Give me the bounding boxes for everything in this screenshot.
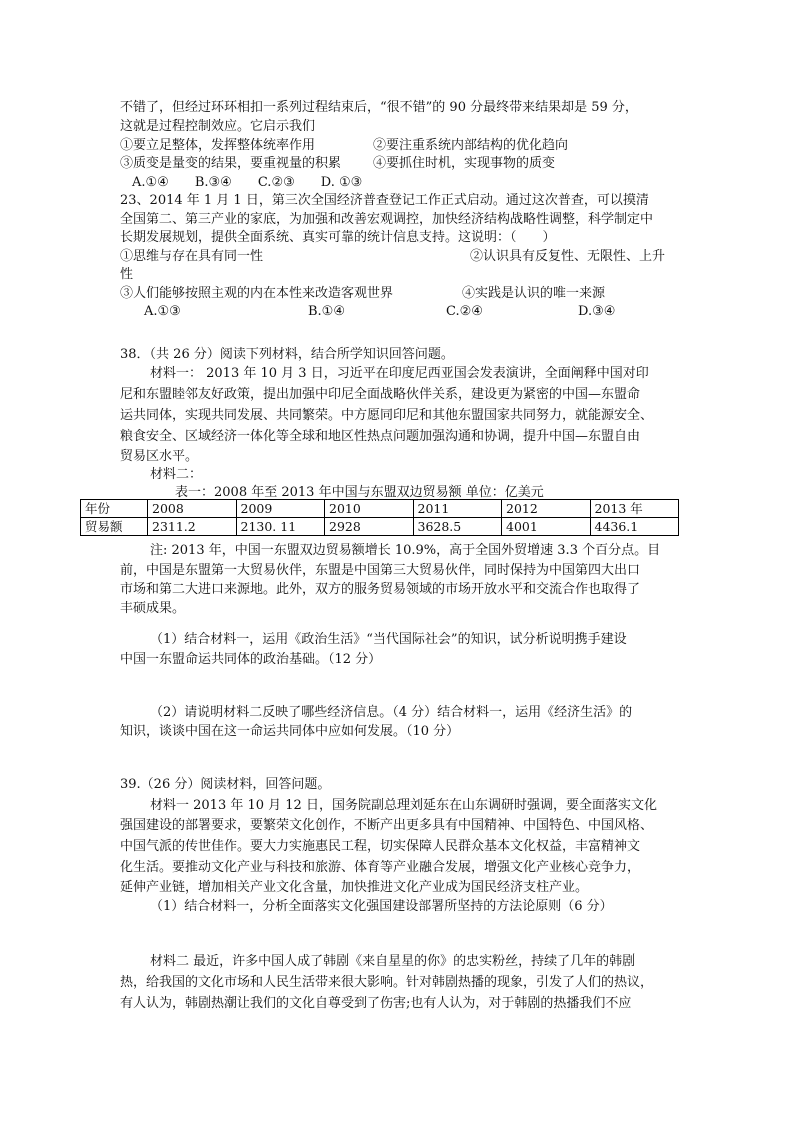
material-2-line: 有人认为，韩剧热潮让我们的文化自尊受到了伤害;也有人认为，对于韩剧的热播我们不应: [120, 996, 632, 1011]
table-cell-year: 2012: [502, 500, 591, 518]
row-header-trade-volume: 贸易额: [81, 518, 148, 536]
sub-question-1-line: 中国一东盟命运共同体的政治基础。（12 分）: [120, 652, 382, 667]
option-2-continued: 性: [120, 267, 134, 282]
option-1: ①要立足整体，发挥整体统率作用: [120, 138, 316, 153]
table-cell-year: 2009: [236, 500, 325, 518]
option-3: ③质变是量变的结果，要重视量的积累: [120, 156, 342, 171]
table-note-line: 市场和第二大进口来源地。此外，双方的服务贸易领域的市场开放水平和交流合作也取得了: [120, 582, 641, 597]
table-cell-value: 4436.1: [590, 518, 679, 536]
answer-choices: A.①④ B.③④ C.②③ D. ①③: [132, 175, 363, 190]
paragraph-line: 这就是过程控制效应。它启示我们: [120, 119, 316, 134]
table-note-line: 注: 2013 年，中国一东盟双边贸易额增长 10.9%，高于全国外贸增速 3.3 个百分点。目: [150, 543, 661, 558]
sub-question-2-line: 知识，谈谈中国在这一命运共同体中应如何发展。（10 分）: [120, 724, 460, 739]
table-title: 表一：2008 年至 2013 年中国与东盟双边贸易额 单位：亿美元: [175, 485, 544, 500]
choice-b: B.①④: [308, 304, 345, 319]
table-note-line: 丰硕成果。: [120, 601, 186, 616]
table-cell-year: 2013 年: [590, 500, 679, 518]
table-cell-year: 2011: [413, 500, 502, 518]
paragraph-line: 长期发展规划，提供全面系统、真实可靠的统计信息支持。这说明：（ ）: [120, 230, 556, 245]
material-1-line: 运共同体，实现共同发展、共同繁荣。中方愿同印尼和其他东盟国家共同努力，就能源安全、: [120, 408, 654, 423]
option-1: ①思维与存在具有同一性: [120, 249, 264, 264]
material-2-line: 热，给我国的文化市场和人民生活带来很大影响。针对韩剧热播的现象，引发了人们的热议，: [120, 975, 654, 990]
table-cell-value: 2130. 11: [236, 518, 325, 536]
paragraph-line: 不错了，但经过环环相扣一系列过程结束后，“很不错”的 90 分最终带来结果却是 59 分，: [120, 100, 638, 115]
sub-question-2: （2）请说明材料二反映了哪些经济信息。（4 分）结合材料一，运用《经济生活》的: [150, 705, 633, 720]
table-cell-year: 2008: [148, 500, 237, 518]
table-row: [81, 518, 679, 536]
choice-c: C.②④: [446, 304, 483, 319]
paragraph-line: 全国第二、第三产业的家底，为加强和改善宏观调控，加快经济结构战略性调整，科学制定中: [120, 212, 654, 227]
sub-question-1: （1）结合材料一，运用《政治生活》“当代国际社会”的知识，试分析说明携手建设: [150, 632, 627, 647]
option-2: ②认识具有反复性、无限性、上升: [470, 249, 666, 264]
material-1-line: 材料一 2013 年 10 月 12 日，国务院副总理刘延东在山东调研时强调，要全面落实文化: [150, 798, 657, 813]
sub-question-1: （1）结合材料一，分析全面落实文化强国建设部署所坚持的方法论原则（6 分）: [150, 899, 613, 914]
material-1-line: 贸易区水平。: [120, 449, 199, 464]
material-2-line: 材料二 最近，许多中国人成了韩剧《来自星星的你》的忠实粉丝，持续了几年的韩剧: [150, 954, 636, 969]
question-39-heading: 39.（26 分）阅读材料，回答问题。: [120, 777, 331, 792]
choice-a: A.①③: [144, 304, 181, 319]
option-2: ②要注重系统内部结构的优化趋向: [373, 138, 569, 153]
option-4: ④要抓住时机，实现事物的质变: [373, 156, 556, 171]
table-cell-value: 3628.5: [413, 518, 502, 536]
material-1-line: 材料一： 2013 年 10 月 3 日，习近平在印度尼西亚国会发表演讲，全面阐释中国对印: [150, 366, 649, 381]
question-38-heading: 38．（共 26 分）阅读下列材料，结合所学知识回答问题。: [120, 347, 454, 362]
option-3: ③人们能够按照主观的内在本性来改造客观世界: [120, 286, 394, 301]
table-row: [81, 500, 679, 518]
trade-table: [80, 499, 679, 536]
material-2-label: 材料二：: [150, 467, 203, 482]
option-4: ④实践是认识的唯一来源: [462, 286, 606, 301]
material-1-line: 尼和东盟睦邻友好政策，提出加强中印尼全面战略伙伴关系，建设更为紧密的中国—东盟命: [120, 387, 641, 402]
material-1-line: 中国气派的传世佳作。要大力实施惠民工程，切实保障人民群众基本文化权益，丰富精神文: [120, 839, 641, 854]
table-cell-year: 2010: [325, 500, 414, 518]
table-cell-value: 2928: [325, 518, 414, 536]
material-1-line: 强国建设的部署要求，要繁荣文化创作，不断产出更多具有中国精神、中国特色、中国风格、: [120, 818, 654, 833]
material-1-line: 粮食安全、区域经济一体化等全球和地区性热点问题加强沟通和协调，提升中国—东盟自由: [120, 429, 641, 444]
material-1-line: 化生活。要推动文化产业与科技和旅游、体育等产业融合发展，增强文化产业核心竞争力，: [120, 860, 641, 875]
table-cell-value: 4001: [502, 518, 591, 536]
choice-d: D.③④: [578, 304, 616, 319]
table-note-line: 前，中国是东盟第一大贸易伙伴，东盟是中国第三大贸易伙伴，同时保持为中国第四大出口: [120, 563, 641, 578]
table-cell-value: 2311.2: [148, 518, 237, 536]
material-1-line: 延伸产业链，增加相关产业文化含量，加快推进文化产业成为国民经济支柱产业。: [120, 880, 589, 895]
row-header-year: 年份: [81, 500, 148, 518]
question-23-stem: 23、2014 年 1 月 1 日，第三次全国经济普查登记工作正式启动。通过这次普查，可以摸清: [120, 193, 649, 208]
